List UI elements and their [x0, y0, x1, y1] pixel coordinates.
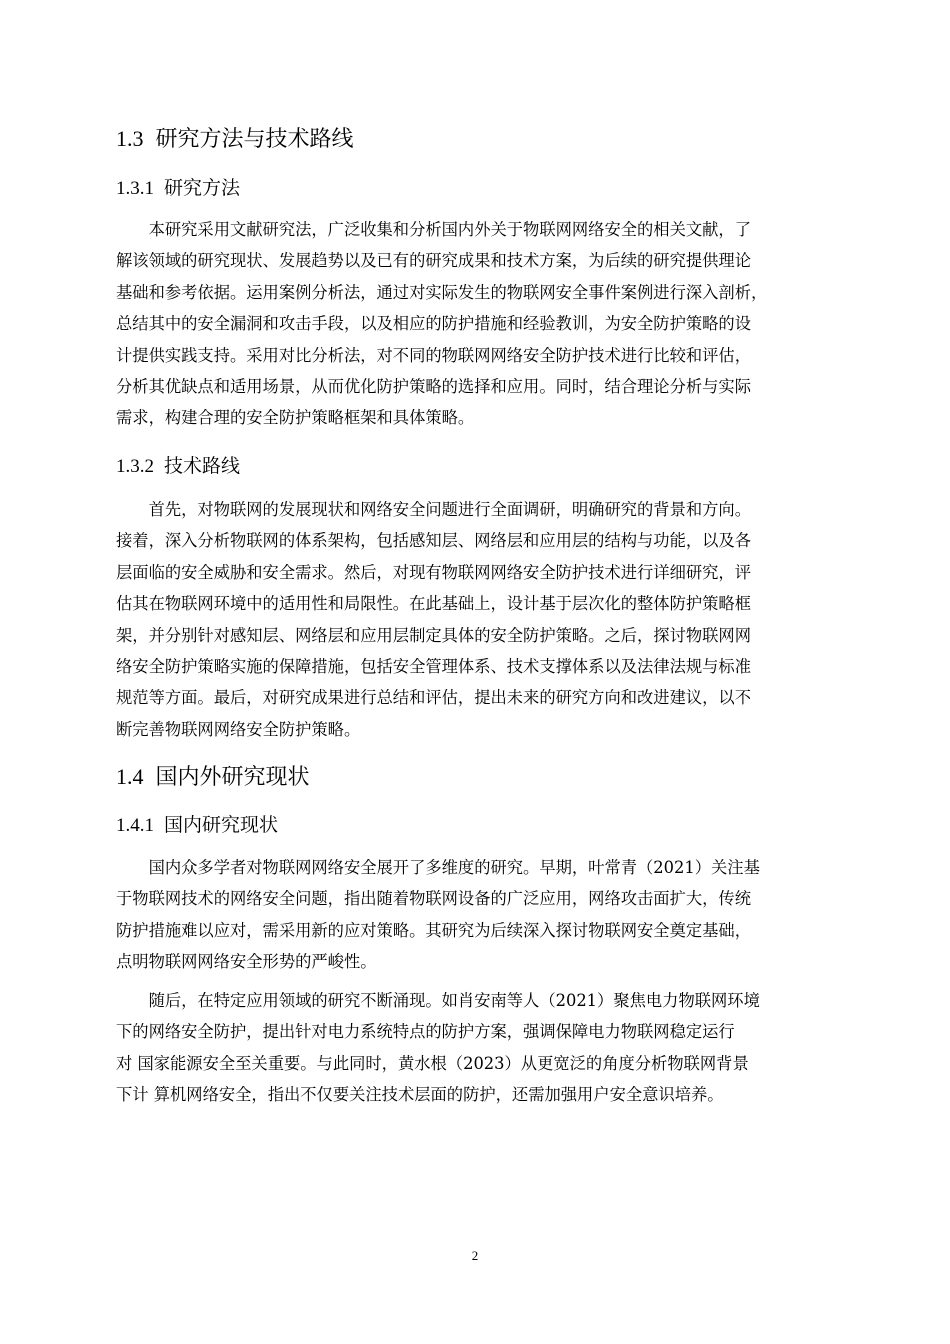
text-line: 本研究采用文献研究法，广泛收集和分析国内外关于物联网网络安全的相关文献，了	[116, 220, 751, 239]
section-title: 国内研究现状	[164, 814, 279, 836]
section-number: 1.3	[116, 126, 144, 151]
text-line: 对 国家能源安全至关重要。与此同时，黄水根（2023）从更宽泛的角度分析物联网背景	[116, 1053, 749, 1073]
section-title: 技术路线	[164, 455, 241, 477]
section-number: 1.3.2	[116, 456, 154, 477]
text-line: 于物联网技术的网络安全问题，指出随着物联网设备的广泛应用，网络攻击面扩大，传统	[116, 889, 751, 909]
section-number: 1.3.1	[116, 178, 154, 199]
section-title: 国内外研究现状	[155, 765, 310, 790]
paragraph-technical-route	[116, 494, 856, 745]
text-line: 解该领域的研究现状、发展趋势以及已有的研究成果和技术方案，为后续的研究提供理论	[116, 251, 751, 271]
text-line: 规范等方面。最后，对研究成果进行总结和评估，提出未来的研究方向和改进建议，以不	[116, 688, 751, 708]
text-line: 层面临的安全威胁和安全需求。然后，对现有物联网网络安全防护技术进行详细研究，评	[116, 562, 751, 582]
text-line: 需求，构建合理的安全防护策略框架和具体策略。	[116, 408, 475, 428]
section-heading-1-3-2	[116, 452, 240, 481]
text-line: 络安全防护策略实施的保障措施，包括安全管理体系、技术支撑体系以及法律法规与标准	[116, 657, 751, 677]
section-number: 1.4.1	[116, 815, 154, 836]
section-number: 1.4	[116, 764, 144, 789]
text-line: 架，并分别针对感知层、网络层和应用层制定具体的安全防护策略。之后，探讨物联网网	[116, 625, 751, 645]
text-line: 首先，对物联网的发展现状和网络安全问题进行全面调研，明确研究的背景和方向。	[116, 500, 751, 519]
text-line: 点明物联网网络安全形势的严峻性。	[116, 952, 377, 972]
text-line: 下的网络安全防护，提出针对电力系统特点的防护方案，强调保障电力物联网稳定运行	[116, 1022, 735, 1042]
text-line: 下计 算机网络安全，指出不仅要关注技术层面的防护，还需加强用户安全意识培养。	[116, 1085, 724, 1105]
section-title: 研究方法	[164, 177, 241, 199]
paragraph-domestic-status-1	[116, 852, 856, 978]
section-heading-1-4-1	[116, 811, 278, 840]
paragraph-research-methods	[116, 214, 856, 434]
text-line: 接着，深入分析物联网的体系架构，包括感知层、网络层和应用层的结构与功能，以及各	[116, 531, 751, 551]
text-line: 总结其中的安全漏洞和攻击手段，以及相应的防护措施和经验教训，为安全防护策略的设	[116, 314, 751, 334]
text-line: 防护措施难以应对，需采用新的应对策略。其研究为后续深入探讨物联网安全奠定基础，	[116, 920, 751, 940]
text-line: 基础和参考依据。运用案例分析法，通过对实际发生的物联网安全事件案例进行深入剖析，	[116, 282, 768, 302]
paragraph-domestic-status-2	[116, 985, 856, 1111]
text-line: 估其在物联网环境中的适用性和局限性。在此基础上，设计基于层次化的整体防护策略框	[116, 594, 751, 614]
section-heading-1-3-1	[116, 174, 240, 203]
text-line: 断完善物联网网络安全防护策略。	[116, 719, 361, 739]
page-number: 2	[471, 1248, 479, 1263]
text-line: 分析其优缺点和适用场景，从而优化防护策略的选择和应用。同时，结合理论分析与实际	[116, 377, 751, 397]
section-heading-1-3	[116, 124, 354, 155]
text-line: 国内众多学者对物联网网络安全展开了多维度的研究。早期，叶常青（2021）关注基	[116, 858, 760, 877]
text-line: 计提供实践支持。采用对比分析法，对不同的物联网网络安全防护技术进行比较和评估，	[116, 345, 751, 365]
section-heading-1-4	[116, 762, 310, 793]
text-line: 随后，在特定应用领域的研究不断涌现。如肖安南等人（2021）聚焦电力物联网环境	[116, 991, 760, 1010]
section-title: 研究方法与技术路线	[155, 127, 354, 152]
